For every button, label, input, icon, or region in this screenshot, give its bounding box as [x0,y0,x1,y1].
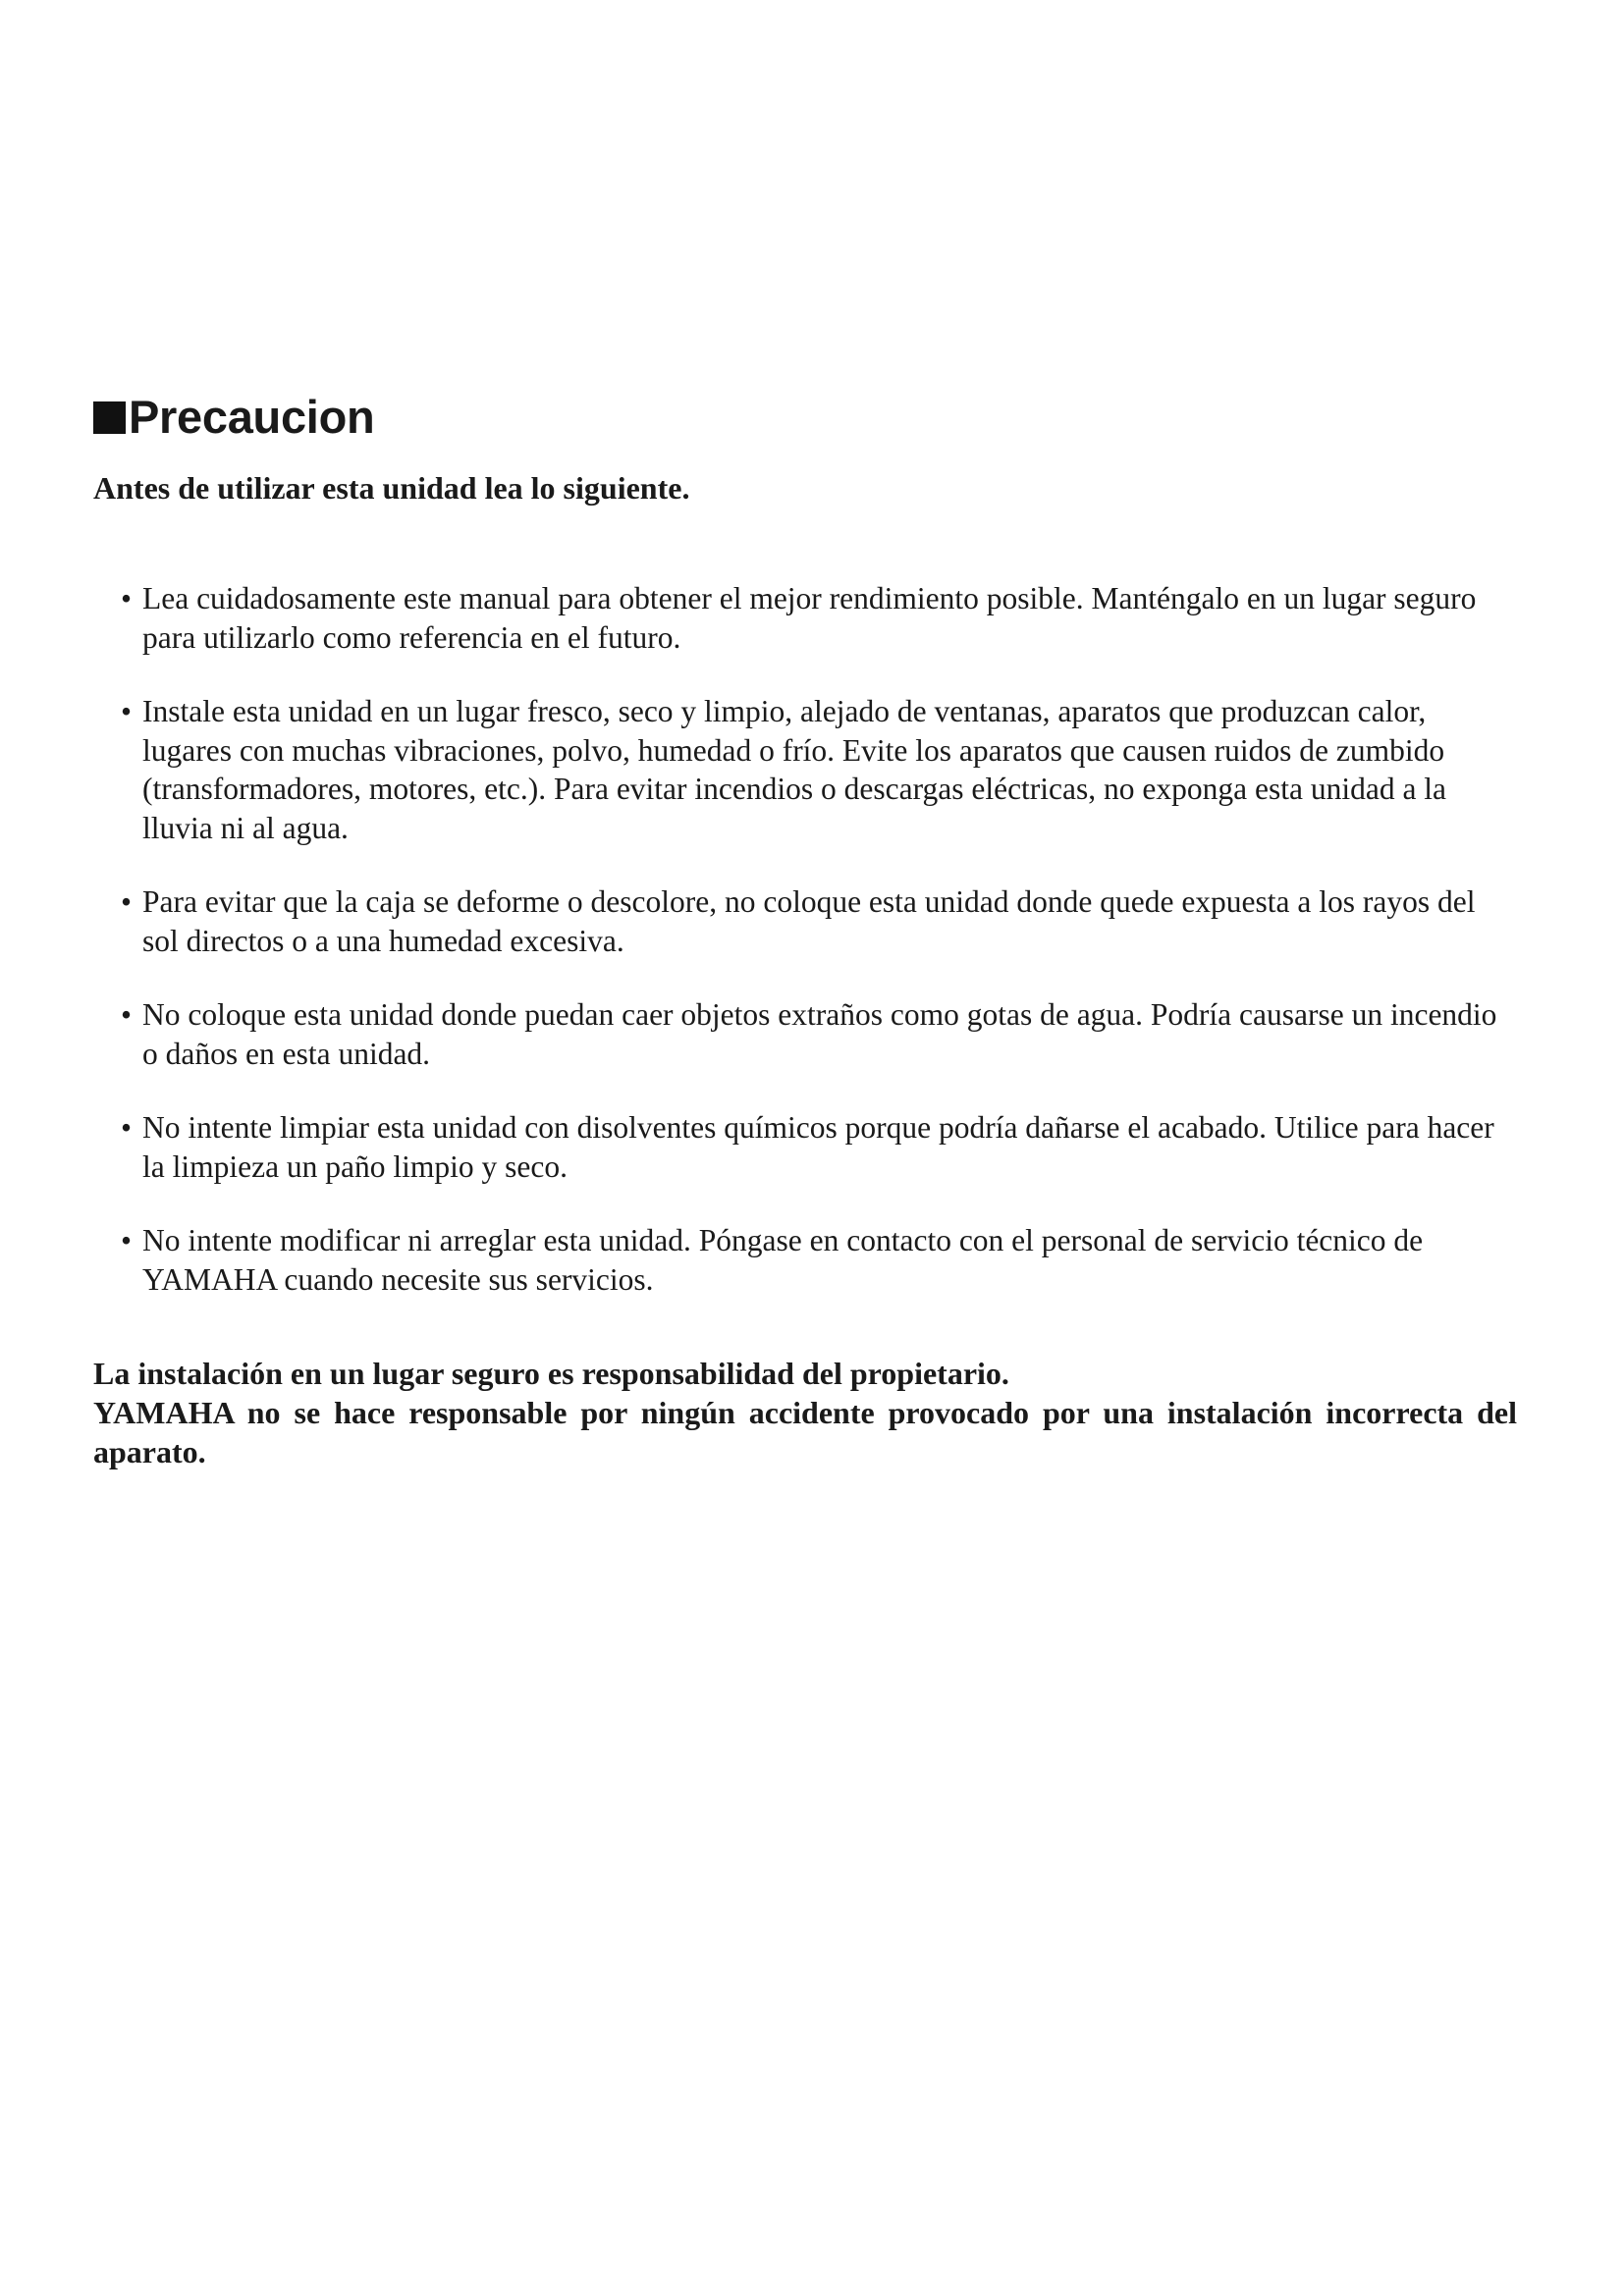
list-item-text: Para evitar que la caja se deforme o descolore, no coloque esta unidad donde quede expuesta a los rayos del sol directos o a una humedad excesiva. [142,884,1476,958]
list-item-text: No intente modificar ni arreglar esta unidad. Póngase en contacto con el personal de servicio técnico de YAMAHA cuando necesite sus servicios. [142,1223,1424,1297]
list-item-text: Instale esta unidad en un lugar fresco, seco y limpio, alejado de ventanas, aparatos que produzcan calor, lugares con muchas vibraciones, polvo, humedad o frío. Evite los aparatos que causen ruidos de zumbido (transformadores, motores, etc.). Para evitar incendios o descargas eléctricas, no exponga esta unidad a la lluvia ni al agua. [142,694,1447,845]
intro-text: Antes de utilizar esta unidad lea lo siguiente. [93,470,690,506]
responsibility-note: La instalación en un lugar seguro es responsabilidad del propietario. [93,1356,1009,1391]
list-item [93,882,1527,960]
list-item-text: No intente limpiar esta unidad con disolventes químicos porque podría dañarse el acabado. Utilice para hacer la limpieza un paño limpio y seco. [142,1110,1494,1184]
closing-notes [93,1354,1527,1471]
list-item-text: No coloque esta unidad donde puedan caer objetos extraños como gotas de agua. Podría causarse un incendio o daños en esta unidad. [142,997,1497,1071]
list-item-text: Lea cuidadosamente este manual para obtener el mejor rendimiento posible. Manténgalo en un lugar seguro para utilizarlo como referencia en el futuro. [142,581,1477,655]
bullet-icon: • [121,581,133,615]
list-item [93,995,1527,1073]
list-item [93,1221,1527,1299]
bullet-icon: • [121,1110,133,1145]
section-heading [93,388,1527,447]
bullet-icon: • [121,884,133,919]
bullet-icon: • [121,997,133,1032]
precaution-list [93,579,1527,1299]
bullet-icon: • [121,1223,133,1257]
disclaimer-note: YAMAHA no se hace responsable por ningún accidente provocado por una instalación incorrecta del aparato. [93,1395,1517,1469]
list-item [93,1108,1527,1186]
list-item [93,579,1527,657]
document-page [93,388,1527,1471]
bullet-icon: • [121,694,133,728]
section-heading-text: Precaucion [129,391,375,443]
list-item [93,692,1527,847]
square-bullet-icon [93,401,126,434]
